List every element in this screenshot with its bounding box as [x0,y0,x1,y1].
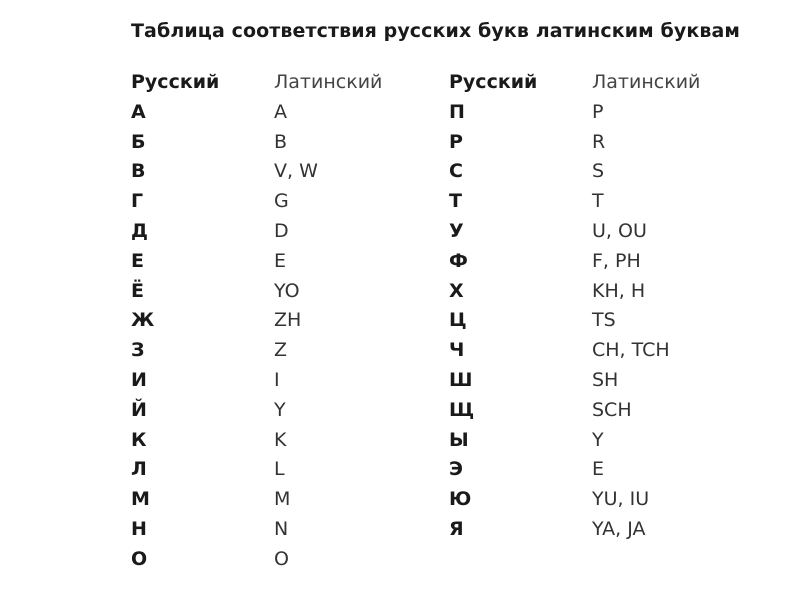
latin-equivalent-right: R [592,130,606,153]
russian-letter-right: Ы [449,428,469,451]
latin-equivalent-right: KH, H [592,279,646,302]
table-header-row [131,68,722,98]
latin-equivalent-left: A [274,100,287,123]
latin-equivalent-right: YU, IU [592,488,650,511]
latin-equivalent-left: V, W [274,160,318,183]
latin-equivalent-right: YA, JA [592,517,646,540]
latin-equivalent-right: SH [592,368,619,391]
russian-letter-left: Г [131,190,144,213]
russian-letter-right: С [449,160,463,183]
russian-letter-right: Ю [449,488,472,511]
latin-equivalent-left: Y [274,398,286,421]
latin-equivalent-right: T [592,190,604,213]
table-row [131,396,722,426]
table-row [131,217,722,247]
table-body [131,98,722,575]
latin-equivalent-right [592,545,722,575]
latin-equivalent-right: TS [592,309,616,332]
table-row [131,128,722,158]
russian-letter-right: Ф [449,249,468,272]
russian-letter-left: О [131,547,148,570]
russian-letter-right: Ш [449,368,473,391]
russian-letter-left: З [131,339,145,362]
latin-equivalent-left: D [274,219,289,242]
table-row [131,455,722,485]
latin-equivalent-right: S [592,160,605,183]
russian-letter-right: Р [449,130,463,153]
russian-letter-left: К [131,428,147,451]
latin-equivalent-left: N [274,517,289,540]
russian-letter-left: И [131,368,147,391]
latin-equivalent-left: L [274,458,285,481]
russian-letter-right [449,545,592,575]
russian-letter-right: Т [449,190,462,213]
table-row [131,98,722,128]
latin-equivalent-right: Y [592,428,604,451]
russian-letter-left: Б [131,130,146,153]
russian-letter-right: Щ [449,398,475,421]
latin-equivalent-right: F, PH [592,249,641,272]
latin-equivalent-left: K [274,428,287,451]
russian-letter-left: Ё [131,279,144,302]
table-row [131,485,722,515]
table-row [131,366,722,396]
table-row [131,515,722,545]
table-row [131,247,722,277]
russian-letter-right: Я [449,517,464,540]
russian-letter-right: П [449,100,465,123]
latin-equivalent-left: O [274,547,289,570]
russian-letter-left: Ж [131,309,155,332]
russian-letter-left: М [131,488,150,511]
transliteration-table [131,68,722,575]
russian-letter-right: Ч [449,339,465,362]
russian-letter-right: Х [449,279,464,302]
header-russian-right: Русский [449,71,538,93]
latin-equivalent-left: G [274,190,289,213]
latin-equivalent-left: M [274,488,291,511]
header-latin-right: Латинский [592,71,701,93]
table-row [131,187,722,217]
latin-equivalent-right: SCH [592,398,632,421]
russian-letter-right: Э [449,458,463,481]
transliteration-table-wrap [131,68,722,575]
latin-equivalent-left: I [274,368,280,391]
table-row [131,545,722,575]
latin-equivalent-left: ZH [274,309,302,332]
latin-equivalent-left: B [274,130,288,153]
russian-letter-left: В [131,160,146,183]
russian-letter-left: Л [131,458,147,481]
latin-equivalent-right: CH, TCH [592,339,670,362]
russian-letter-left: Д [131,219,148,242]
latin-equivalent-right: U, OU [592,219,647,242]
table-row [131,426,722,456]
latin-equivalent-left: E [274,249,287,272]
latin-equivalent-right: P [592,100,604,123]
table-row [131,277,722,307]
russian-letter-left: Й [131,398,147,421]
header-russian-left: Русский [131,71,220,93]
latin-equivalent-left: Z [274,339,288,362]
header-latin-left: Латинский [274,71,383,93]
russian-letter-right: Ц [449,309,467,332]
russian-letter-left: А [131,100,146,123]
table-row [131,157,722,187]
latin-equivalent-right: E [592,458,605,481]
table-row [131,336,722,366]
russian-letter-left: Е [131,249,144,272]
table-row [131,306,722,336]
latin-equivalent-left: YO [274,279,300,302]
page-title: Таблица соответствия русских букв латинским буквам [131,20,741,42]
russian-letter-right: У [449,219,464,242]
russian-letter-left: Н [131,517,147,540]
